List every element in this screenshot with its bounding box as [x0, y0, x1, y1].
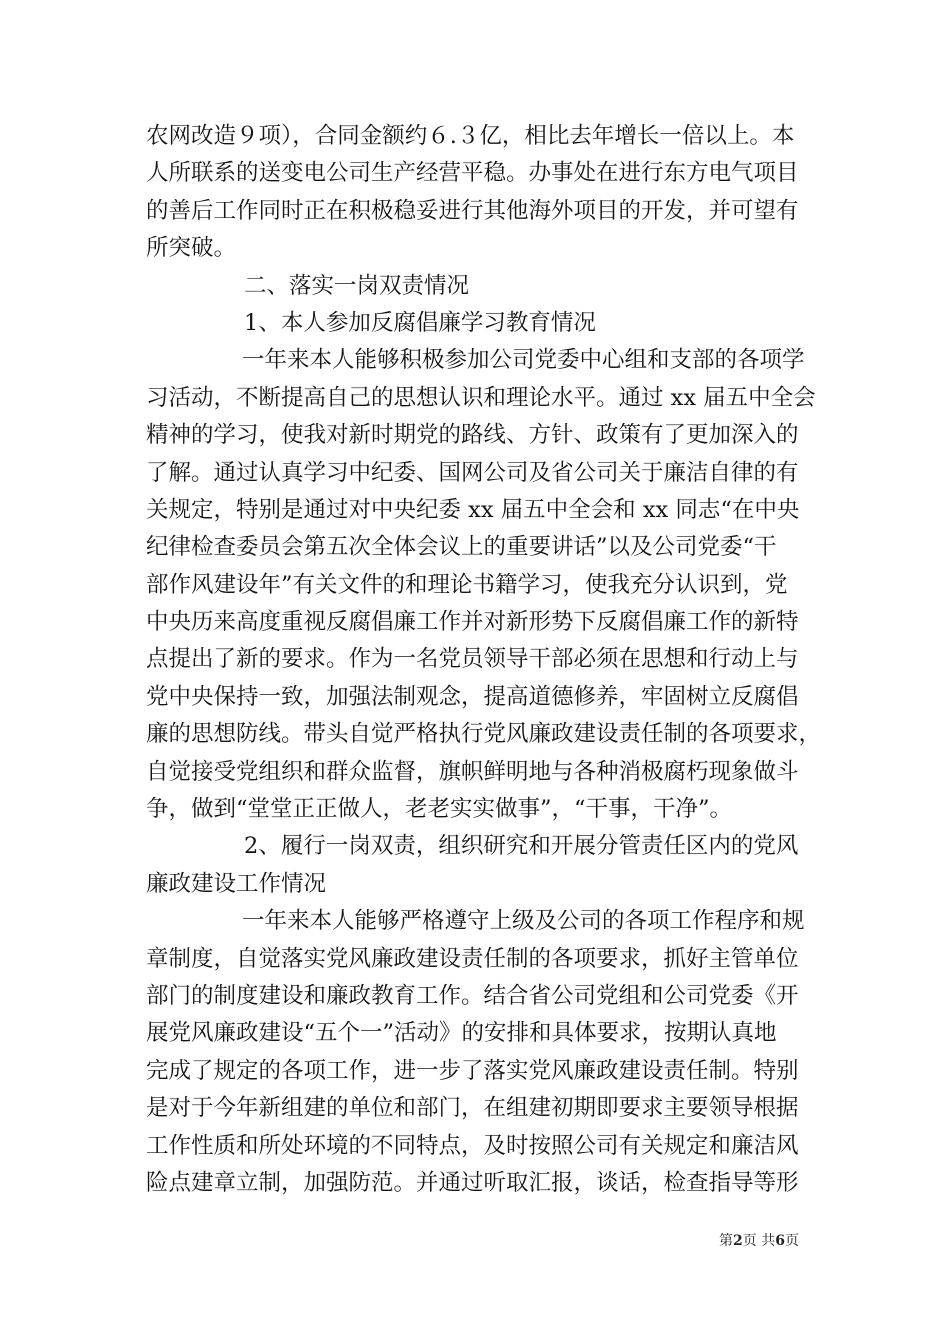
text-line: 中央历来高度重视反腐倡廉工作并对新形势下反腐倡廉工作的新特: [146, 609, 799, 636]
page-footer: [719, 1230, 819, 1250]
text-line: 的善后工作同时正在积极稳妥进行其他海外项目的开发，并可望有: [146, 197, 799, 224]
text-line: 部作风建设年”有关文件的和理论书籍学习，使我充分认识到，党: [146, 571, 788, 598]
text-line: 农网改造９项），合同金额约６.３亿，相比去年增长一倍以上。本: [146, 123, 795, 149]
text-line: 人所联系的送变电公司生产经营平稳。办事处在进行东方电气项目: [146, 160, 799, 187]
text-line: 工作性质和所处环境的不同特点，及时按照公司有关规定和廉洁风: [146, 1132, 799, 1159]
text-line: 争，做到“堂堂正正做人，老老实实做事”，“干事，干净”。: [146, 796, 733, 823]
footer-current-page: 2: [733, 1233, 743, 1249]
text-line: 二、落实一岗双责情况: [244, 272, 470, 299]
body-text: [146, 118, 822, 1202]
text-line: 一年来本人能够积极参加公司党委中心组和支部的各项学: [242, 347, 805, 374]
text-line: 部门的制度建设和廉政教育工作。结合省公司党组和公司党委《开: [146, 982, 799, 1009]
text-line: 章制度，自觉落实党风廉政建设责任制的各项要求，抓好主管单位: [146, 945, 799, 972]
text-line: 精神的学习，使我对新时期党的路线、方针、政策有了更加深入的: [146, 422, 799, 449]
text-line: 2、履行一岗双责，组织研究和开展分管责任区内的党风: [244, 833, 799, 860]
text-line: 党中央保持一致，加强法制观念，提高道德修养，牢固树立反腐倡: [146, 683, 799, 710]
text-line: 关规定，特别是通过对中央纪委 xx 届五中全会和 xx 同志“在中央: [146, 496, 800, 523]
text-line: 展党风廉政建设“五个一”活动》的安排和具体要求，按期认真地: [146, 1020, 777, 1047]
footer-total-pages: 6: [775, 1233, 785, 1249]
footer-prefix: 第: [719, 1233, 733, 1249]
text-line: 廉的思想防线。带头自觉严格执行党风廉政建设责任制的各项要求，: [146, 721, 822, 748]
text-line: 自觉接受党组织和群众监督，旗帜鲜明地与各种消极腐朽现象做斗: [146, 758, 799, 785]
text-line: 习活动，不断提高自己的思想认识和理论水平。通过 xx 届五中全会: [146, 384, 816, 411]
text-line: 一年来本人能够严格遵守上级及公司的各项工作程序和规: [242, 908, 805, 935]
text-line: 纪律检查委员会第五次全体会议上的重要讲话”以及公司党委“干: [146, 534, 777, 561]
footer-middle: 页 共: [742, 1233, 776, 1249]
text-line: 完成了规定的各项工作，进一步了落实党风廉政建设责任制。特别: [146, 1057, 799, 1084]
text-line: 是对于今年新组建的单位和部门，在组建初期即要求主要领导根据: [146, 1095, 799, 1122]
text-line: 险点建章立制，加强防范。并通过听取汇报，谈话，检查指导等形: [146, 1169, 799, 1196]
text-line: 1、本人参加反腐倡廉学习教育情况: [244, 309, 596, 336]
footer-suffix: 页: [784, 1233, 799, 1249]
text-line: 廉政建设工作情况: [146, 870, 327, 897]
text-line: 点提出了新的要求。作为一名党员领导干部必须在思想和行动上与: [146, 646, 799, 673]
text-line: 所突破。: [146, 235, 237, 262]
text-line: 了解。通过认真学习中纪委、国网公司及省公司关于廉洁自律的有: [146, 459, 799, 486]
